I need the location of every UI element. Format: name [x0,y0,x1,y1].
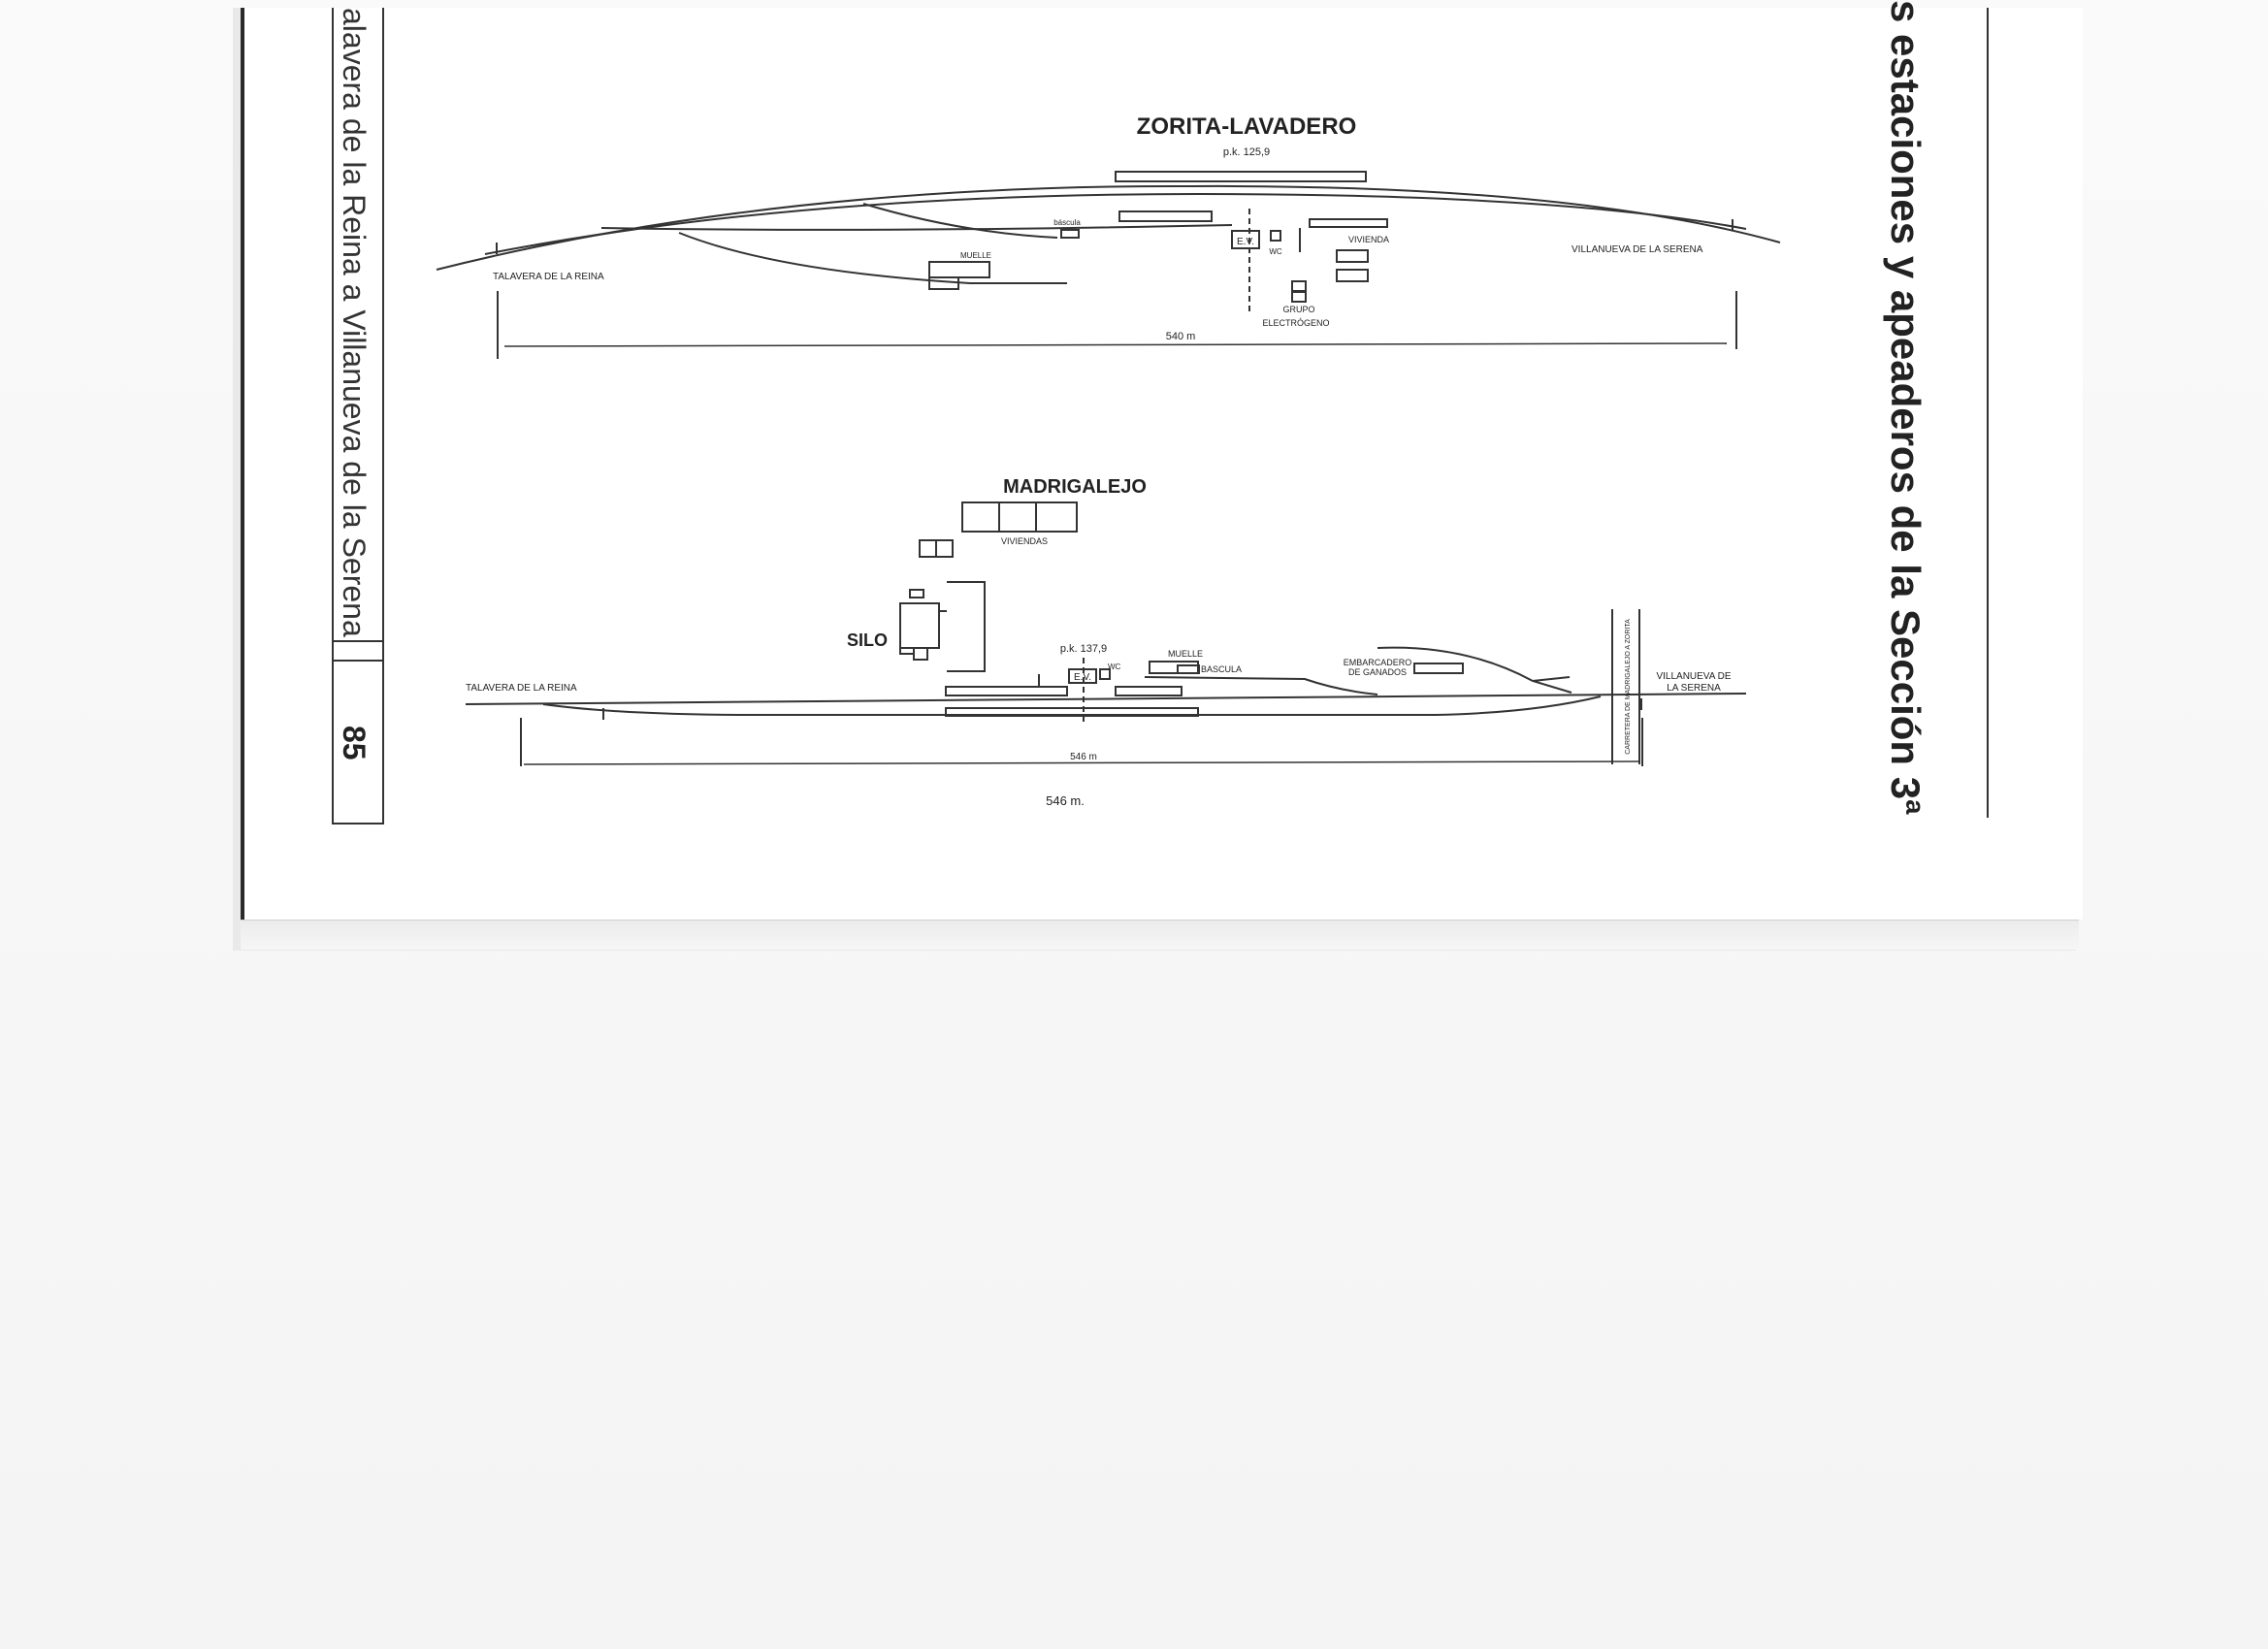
zorita-muelle-annex [929,277,958,289]
madrigalejo-diagram [466,476,1746,808]
madrigalejo-right-destination-1: VILLANUEVA DE [1656,671,1732,682]
zorita-siding-1 [601,225,1232,230]
silo-base [900,648,927,660]
bascula-label: BASCULA [1201,664,1243,674]
section-title: s estaciones y apeaderos de la Sección 3ª [1883,0,1928,815]
madrigalejo-title: MADRIGALEJO [1003,476,1147,498]
embarcadero-label-1: EMBARCADERO [1343,658,1412,667]
madrigalejo-platform-east [1116,687,1182,695]
madrigalejo-left-destination: TALAVERA DE LA REINA [466,683,577,694]
silo-building [900,603,939,648]
zorita-vivienda-1 [1337,250,1368,262]
zorita-platform [1116,172,1366,181]
viviendas-label: VIVIENDAS [1000,536,1049,546]
zorita-title: ZORITA-LAVADERO [1136,113,1357,140]
zorita-siding-3 [679,233,1067,283]
zorita-left-destination: TALAVERA DE LA REINA [493,272,604,282]
zorita-grupo-box-2 [1292,292,1306,302]
madrigalejo-length-label: 546 m [1070,752,1097,762]
page-number: 85 [337,726,372,760]
zorita-platform-2 [1119,211,1212,221]
zorita-muelle-label: MUELLE [960,251,992,260]
zorita-vivienda-label: VIVIENDA [1348,235,1390,244]
zorita-pk: p.k. 125,9 [1222,146,1271,158]
zorita-dimension-line [504,343,1727,346]
zorita-length-label: 540 m [1165,331,1196,342]
zorita-vivienda-2 [1337,270,1368,281]
bascula-building [1178,665,1199,673]
embarcadero-label-2: DE GANADOS [1347,667,1408,677]
zorita-siding-2 [863,204,1057,238]
embarcadero-platform [1414,663,1463,673]
madrigalejo-wc-label: WC [1108,663,1121,671]
silo-fence [939,582,985,671]
madrigalejo-pk: p.k. 137,9 [1059,643,1108,655]
running-header: alavera de la Reina a Villanueva de la Serena [337,8,372,637]
zorita-diagram [437,113,1780,359]
zorita-grupo-label-1: GRUPO [1282,305,1315,314]
shed-right [936,540,953,557]
zorita-wc-label: WC [1269,247,1282,256]
madrigalejo-platform-north [946,687,1067,695]
madrigalejo-length-caption: 546 m. [1046,793,1085,808]
silo-top [910,590,923,598]
zorita-platform-3 [1310,219,1387,227]
silo-label: SILO [846,630,889,650]
madrigalejo-connector [1533,677,1570,681]
zorita-bascula [1061,230,1079,238]
zorita-wc-building [1271,231,1280,241]
madrigalejo-ev-label: E.V. [1074,672,1091,683]
madrigalejo-right-destination-2: LA SERENA [1667,683,1721,694]
vivienda-block-3 [1036,502,1077,532]
zorita-muelle-building [929,262,989,277]
zorita-bascula-label: báscula [1053,218,1081,227]
madrigalejo-main-track [466,694,1746,704]
carretera-label: CARRETERA DE MADRIGALEJO A ZORITA [1625,619,1632,755]
muelle-label: MUELLE [1167,649,1204,659]
zorita-ev-label: E.V. [1237,237,1254,247]
zorita-grupo-box-1 [1292,281,1306,291]
zorita-grupo-label-2: ELECTRÓGENO [1262,318,1330,328]
shed-left [920,540,936,557]
zorita-right-destination: VILLANUEVA DE LA SERENA [1571,244,1703,255]
vivienda-block-2 [999,502,1036,532]
muelle-building [1150,662,1198,673]
vivienda-block-1 [962,502,999,532]
